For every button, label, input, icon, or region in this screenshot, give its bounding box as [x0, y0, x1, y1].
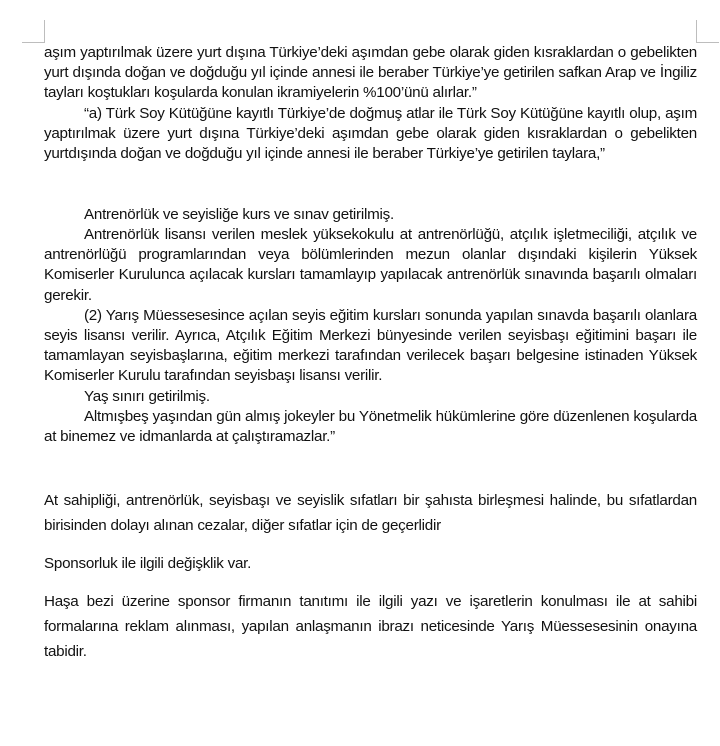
paragraph-ownership: At sahipliği, antrenörlük, seyisbaşı ve seyislik sıfatları bir şahısta birleşmesi halinde, bu sıfatlardan birisinden dolayı alınan cezalar, diğer sıfatlar için de geçerlidir [44, 491, 697, 534]
page-corner-mark-right [696, 20, 719, 43]
paragraph-quote-a: “a) Türk Soy Kütüğüne kayıtlı Türkiye’de doğmuş atlar ile Türk Soy Kütüğüne kayıtlı olup, aşım yaptırılmak üzere yurt dışına Türkiye’deki aşımdan gebe olarak giden kısraklardan o gebelikten yurtdışında doğan ve doğduğu yıl içinde annesi ile beraber Türkiye’ye getirilen taylara,” [44, 104, 697, 163]
paragraph-sponsorship: Haşa bezi üzerine sponsor firmanın tanıtımı ile ilgili yazı ve işaretlerin konulması ile at sahibi formalarına reklam alınması, yapılan anlaşmanın ibrazı neticesinde Yarış Müessesesinin onayına tabidir. [44, 592, 697, 660]
spacer [44, 576, 697, 589]
paragraph-sponsorship-heading: Sponsorluk ile ilgili değişklik var. [44, 554, 252, 572]
paragraph-groom-license: (2) Yarış Müessesesince açılan seyis eğitim kursları sonunda yapılan sınavda başarılı olanlara seyis lisansı verilir. Ayrıca, Atçılık Eğitim Merkezi bünyesinde verilen seyisbaşı eğitimini başarı ile tamamlayan seyisbaşlarına, eğitim merkezi tarafından verilecek başarı belgesine istinaden Yüksek Komiserler Kurulu tarafından seyisbaşı lisansı verilir. [44, 306, 697, 385]
paragraph-age-limit-heading: Yaş sınırı getirilmiş. [84, 387, 210, 405]
paragraph-age-limit: Altmışbeş yaşından gün almış jokeyler bu Yönetmelik hükümlerine göre düzenlenen koşularda at binemez ve idmanlarda at çalıştıramazlar.” [44, 407, 697, 445]
spacer [44, 538, 697, 551]
spacer [44, 164, 697, 205]
spacer [44, 447, 697, 488]
paragraph-trainer-license: Antrenörlük lisansı verilen meslek yüksekokulu at antrenörlüğü, atçılık işletmeciliği, atçılık ve antrenörlüğü programlarından veya bölümlerinden mezun olanlar dışındaki kişilerin Yüksek Komiserler Kurulunca açılacak kursları tamamlayıp yapılacak antrenörlük sınavında başarılı olmaları gerekir. [44, 225, 697, 304]
paragraph-continuation: aşım yaptırılmak üzere yurt dışına Türkiye’deki aşımdan gebe olarak giden kısraklardan o gebelikten yurt dışında doğan ve doğduğu yıl içinde annesi ile beraber Türkiye’ye getirilen safkan Arap ve İngiliz tayları koştukları koşularda konulan ikramiyelerin %100’ünü alırlar.” [44, 44, 697, 102]
document-page [44, 43, 697, 664]
page-corner-mark-left [22, 20, 45, 43]
paragraph-trainer-heading: Antrenörlük ve seyisliğe kurs ve sınav getirilmiş. [84, 205, 394, 223]
